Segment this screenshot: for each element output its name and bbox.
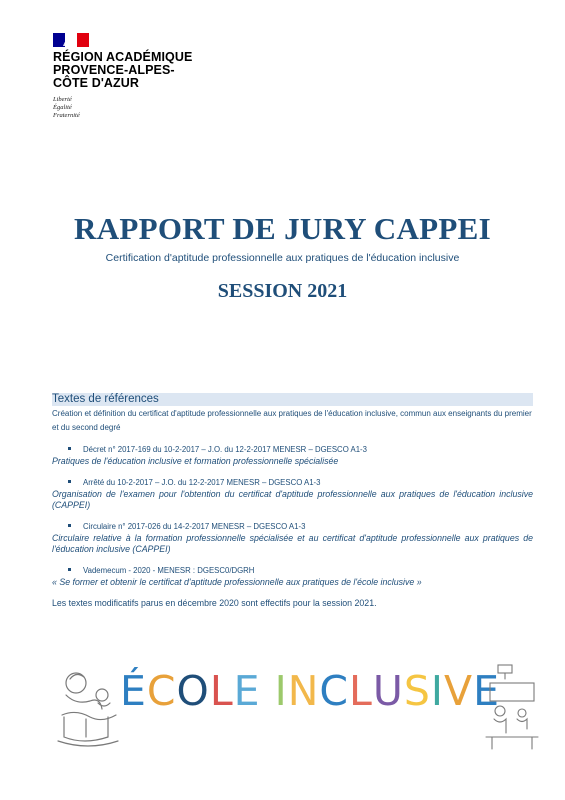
wordmark-letter bbox=[261, 667, 275, 715]
region-name bbox=[53, 51, 192, 90]
references-section bbox=[52, 393, 533, 609]
wordmark-letter: É bbox=[120, 667, 147, 715]
wordmark-letter: I bbox=[430, 667, 445, 715]
reference-item bbox=[52, 521, 533, 556]
reference-description: « Se former et obtenir le certificat d'aptitude professionnelle aux pratiques de l'école inclusive » bbox=[52, 576, 422, 587]
wordmark-letter: L bbox=[349, 667, 373, 715]
references-heading: Textes de références bbox=[52, 393, 533, 406]
wordmark-letter: V bbox=[444, 667, 474, 715]
ecole-inclusive-wordmark bbox=[120, 667, 500, 715]
region-logo bbox=[53, 33, 192, 120]
reference-item bbox=[52, 477, 533, 512]
wordmark-letter: E bbox=[473, 667, 500, 715]
wordmark-letter: N bbox=[287, 667, 320, 715]
wordmark-letter: L bbox=[209, 667, 234, 715]
reference-item bbox=[52, 565, 533, 589]
reference-citation: Arrêté du 10-2-2017 – J.O. du 12-2-2017 MENESR – DGESCO A1-3 bbox=[83, 477, 321, 487]
classroom-illustration bbox=[482, 659, 542, 755]
bullet-icon bbox=[68, 447, 71, 450]
bullet-icon bbox=[68, 524, 71, 527]
reference-description: Pratiques de l'éducation inclusive et formation professionnelle spécialisée bbox=[52, 456, 339, 466]
republic-motto bbox=[53, 96, 192, 120]
references-intro: Création et définition du certificat d'aptitude professionnelle aux pratiques de l'éducation inclusive, commun aux enseignants du premier et du second degré bbox=[52, 409, 532, 432]
reference-description: Organisation de l'examen pour l'obtention du certificat d'aptitude professionnelle aux pratiques de l'éducation inclusive (CAPPEI) bbox=[52, 488, 533, 510]
session-title: SESSION 2021 bbox=[217, 280, 348, 302]
motto-fraternite: Fraternité bbox=[53, 112, 80, 119]
region-name-line: RÉGION ACADÉMIQUE bbox=[53, 50, 193, 64]
marianne-flag-icon bbox=[53, 33, 89, 47]
ecole-inclusive-banner bbox=[52, 655, 542, 755]
reference-citation: Décret n° 2017-169 du 10-2-2017 – J.O. du 12-2-2017 MENESR – DGESCO A1-3 bbox=[83, 445, 367, 454]
wordmark-letter: O bbox=[176, 667, 210, 715]
region-name-line: CÔTE D'AZUR bbox=[53, 76, 140, 90]
report-subtitle: Certification d'aptitude professionnelle aux pratiques de l'éducation inclusive bbox=[105, 252, 460, 264]
reference-item bbox=[52, 444, 533, 468]
wordmark-letter: C bbox=[146, 667, 177, 715]
references-note: Les textes modificatifs parus en décembre 2020 sont effectifs pour la session 2021. bbox=[52, 598, 377, 608]
wordmark-letter: E bbox=[233, 667, 261, 715]
bullet-icon bbox=[68, 480, 71, 483]
reading-children-illustration bbox=[52, 655, 122, 755]
wordmark-letter: C bbox=[319, 667, 350, 715]
region-name-line: PROVENCE-ALPES- bbox=[53, 63, 175, 77]
wordmark-letter: I bbox=[274, 667, 288, 715]
reference-description: Circulaire relative à la formation professionnelle spécialisée et au certificat d'aptitude professionnelle aux pratiques de l'éducation inclusive (CAPPEI) bbox=[52, 532, 533, 554]
motto-egalite: Égalité bbox=[53, 104, 72, 111]
wordmark-letter: U bbox=[372, 667, 404, 715]
reference-citation: Vademecum - 2020 - MENESR : DGESC0/DGRH bbox=[83, 565, 255, 575]
motto-liberte: Liberté bbox=[53, 96, 72, 103]
reference-citation: Circulaire n° 2017-026 du 14-2-2017 MENESR – DGESCO A1-3 bbox=[83, 521, 306, 531]
bullet-icon bbox=[68, 568, 71, 571]
wordmark-letter: S bbox=[403, 667, 431, 715]
report-title: RAPPORT DE JURY CAPPEI bbox=[74, 211, 491, 246]
